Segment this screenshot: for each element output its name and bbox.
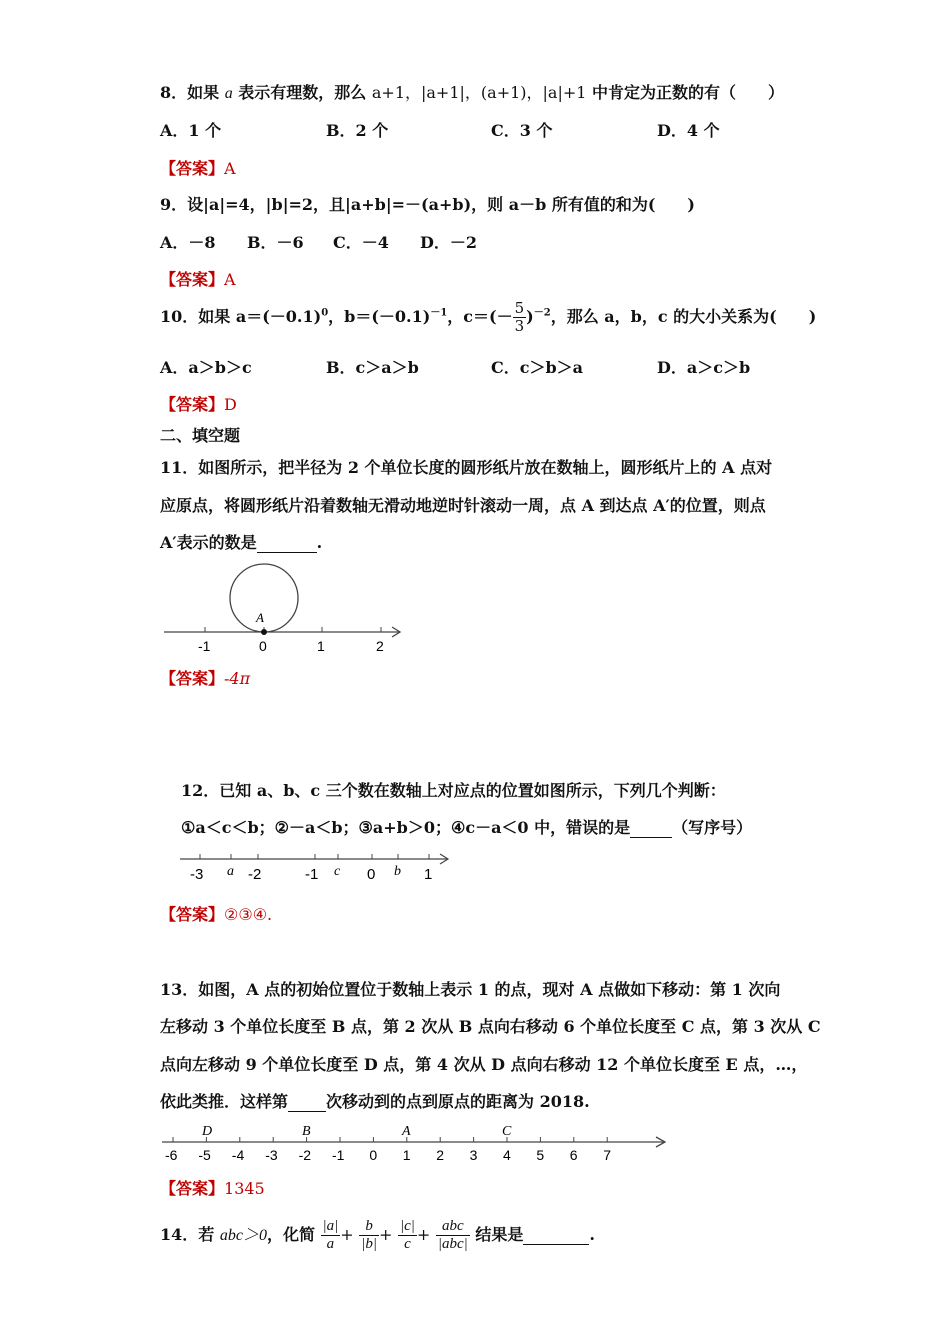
fraction-c: $\frac{|c|}{c}$ bbox=[400, 1218, 415, 1252]
tick-label: -6 bbox=[165, 1147, 178, 1163]
tick-label: 0 bbox=[369, 1147, 378, 1163]
tick-label: 6 bbox=[569, 1147, 578, 1163]
q8-option-a: A．1 个 bbox=[160, 121, 222, 140]
q8-option-b: B．2 个 bbox=[326, 121, 389, 140]
q8-option-c: C．3 个 bbox=[491, 121, 553, 140]
tick-label: -2 bbox=[248, 866, 262, 883]
q10-answer: 【答案】D bbox=[160, 395, 237, 414]
q10-stem: 10．如果 $a=(-0.1)^0$，$b=(-0.1)^{-1}$，c＝(－ $\frac{5}{3}$ )$^{-2}$，那么 a，b，c 的大小关系为( ) bbox=[160, 299, 817, 335]
point-label: b bbox=[394, 864, 401, 879]
q9-answer: 【答案】A bbox=[160, 270, 236, 289]
point-label: B bbox=[302, 1124, 311, 1139]
q13-line3: 点向左移动 9 个单位长度至 D 点，第 4 次从 D 点向右移动 12 个单位长度至 E 点，…， bbox=[160, 1055, 808, 1074]
point-label: D bbox=[202, 1124, 213, 1139]
q9-stem: 9．设|a|=4，|b|=2，且|a+b|=－(a+b)，则 a－b 所有值的和为( ) bbox=[160, 195, 695, 214]
fraction-abc: $\frac{\text{abc}}{\text{|abc|}}$ bbox=[437, 1218, 468, 1252]
q12-answer: 【答案】②③④. bbox=[160, 905, 273, 924]
q10-option-c: C．c＞b＞a bbox=[491, 358, 584, 377]
fraction-5-3: $\frac{5}{3}$ bbox=[514, 299, 525, 335]
q11-line2: 应原点，将圆形纸片沿着数轴无滑动地逆时针滚动一周，点 A 到达点 A′的位置，则点 bbox=[160, 496, 766, 515]
q13-line1: 13．如图，A 点的初始位置位于数轴上表示 1 的点，现对 A 点做如下移动：第 1 次向 bbox=[160, 980, 781, 999]
circle-paper bbox=[230, 564, 298, 632]
tick-label: -1 bbox=[332, 1147, 345, 1163]
point-label: A bbox=[256, 610, 264, 625]
q10-option-a: A．a＞b＞c bbox=[160, 358, 252, 377]
tick-label: -3 bbox=[190, 866, 204, 883]
tick-label: 2 bbox=[436, 1147, 444, 1163]
q11-line1: 11．如图所示，把半径为 2 个单位长度的圆形纸片放在数轴上，圆形纸片上的 A 点对 bbox=[160, 458, 773, 477]
q13-answer: 【答案】1345 bbox=[160, 1179, 265, 1198]
q8-option-d: D．4 个 bbox=[657, 121, 720, 140]
q9-option-d: D．－2 bbox=[420, 233, 478, 252]
fraction-b: $\frac{b}{|b|}$ bbox=[361, 1218, 378, 1252]
tick-label: 7 bbox=[603, 1147, 611, 1163]
tick-label: 5 bbox=[536, 1147, 545, 1163]
point-label: A bbox=[402, 1124, 411, 1139]
tick-label: -1 bbox=[198, 638, 211, 654]
q12-figure bbox=[178, 848, 456, 884]
q13-line2: 左移动 3 个单位长度至 B 点，第 2 次从 B 点向右移动 6 个单位长度至 C 点，第 3 次从 C bbox=[160, 1017, 821, 1036]
q10-option-b: B．c＞a＞b bbox=[326, 358, 419, 377]
q9-option-b: B．－6 bbox=[247, 233, 304, 252]
q8-answer: 【答案】A bbox=[160, 159, 236, 178]
tick-label: -1 bbox=[305, 866, 319, 883]
q9-option-a: A．－8 bbox=[160, 233, 216, 252]
tick-label: -3 bbox=[265, 1147, 278, 1163]
point-label: c bbox=[334, 864, 341, 879]
q14-stem: 14．若 abc＞0，化简 $\frac{|a|}{a}$ + $\frac{b}{|b|}$ + $\frac{|c|}{c}$ + $\frac{\text{abc}}{\text{|abc|}}$ 结果是 . bbox=[160, 1218, 595, 1252]
point-dot bbox=[261, 629, 267, 635]
tick-label: 3 bbox=[469, 1147, 478, 1163]
tick-label: 0 bbox=[367, 866, 376, 883]
tick-label: -5 bbox=[198, 1147, 211, 1163]
q12-line1: 12．已知 a、b、c 三个数在数轴上对应点的位置如图所示，下列几个判断： bbox=[181, 781, 726, 800]
q13-figure bbox=[160, 1118, 670, 1166]
point-label: a bbox=[227, 864, 234, 879]
tick-label: 1 bbox=[402, 1147, 411, 1163]
tick-label: 1 bbox=[424, 866, 433, 883]
q9-option-c: C．－4 bbox=[333, 233, 389, 252]
q10-option-d: D．a＞c＞b bbox=[657, 358, 751, 377]
q11-figure bbox=[160, 558, 410, 658]
tick-label: -4 bbox=[231, 1147, 245, 1163]
tick-group bbox=[165, 1137, 611, 1163]
fraction-a: $\frac{|a|}{a}$ bbox=[322, 1218, 339, 1252]
tick-label: 0 bbox=[259, 638, 267, 654]
q8-stem: 8．如果 a 表示有理数，那么 a+1，|a+1|，(a+1)，|a|+1 中肯定为正数的有（ ） bbox=[160, 83, 785, 102]
tick-label: -2 bbox=[298, 1147, 312, 1163]
q11-answer: 【答案】-4π bbox=[160, 669, 251, 688]
q12-line2: ①a＜c＜b；②－a＜b；③a+b＞0；④c－a＜0 中，错误的是 （写序号） bbox=[181, 818, 753, 837]
tick-label: 2 bbox=[376, 638, 384, 654]
q11-line3: A′表示的数是 . bbox=[160, 533, 323, 552]
section-heading: 二、填空题 bbox=[160, 426, 241, 445]
q13-line4: 依此类推．这样第 次移动到的点到原点的距离为 2018. bbox=[160, 1092, 590, 1111]
tick-label: 4 bbox=[503, 1147, 511, 1163]
point-label: C bbox=[502, 1124, 512, 1139]
tick-label: 1 bbox=[317, 638, 325, 654]
